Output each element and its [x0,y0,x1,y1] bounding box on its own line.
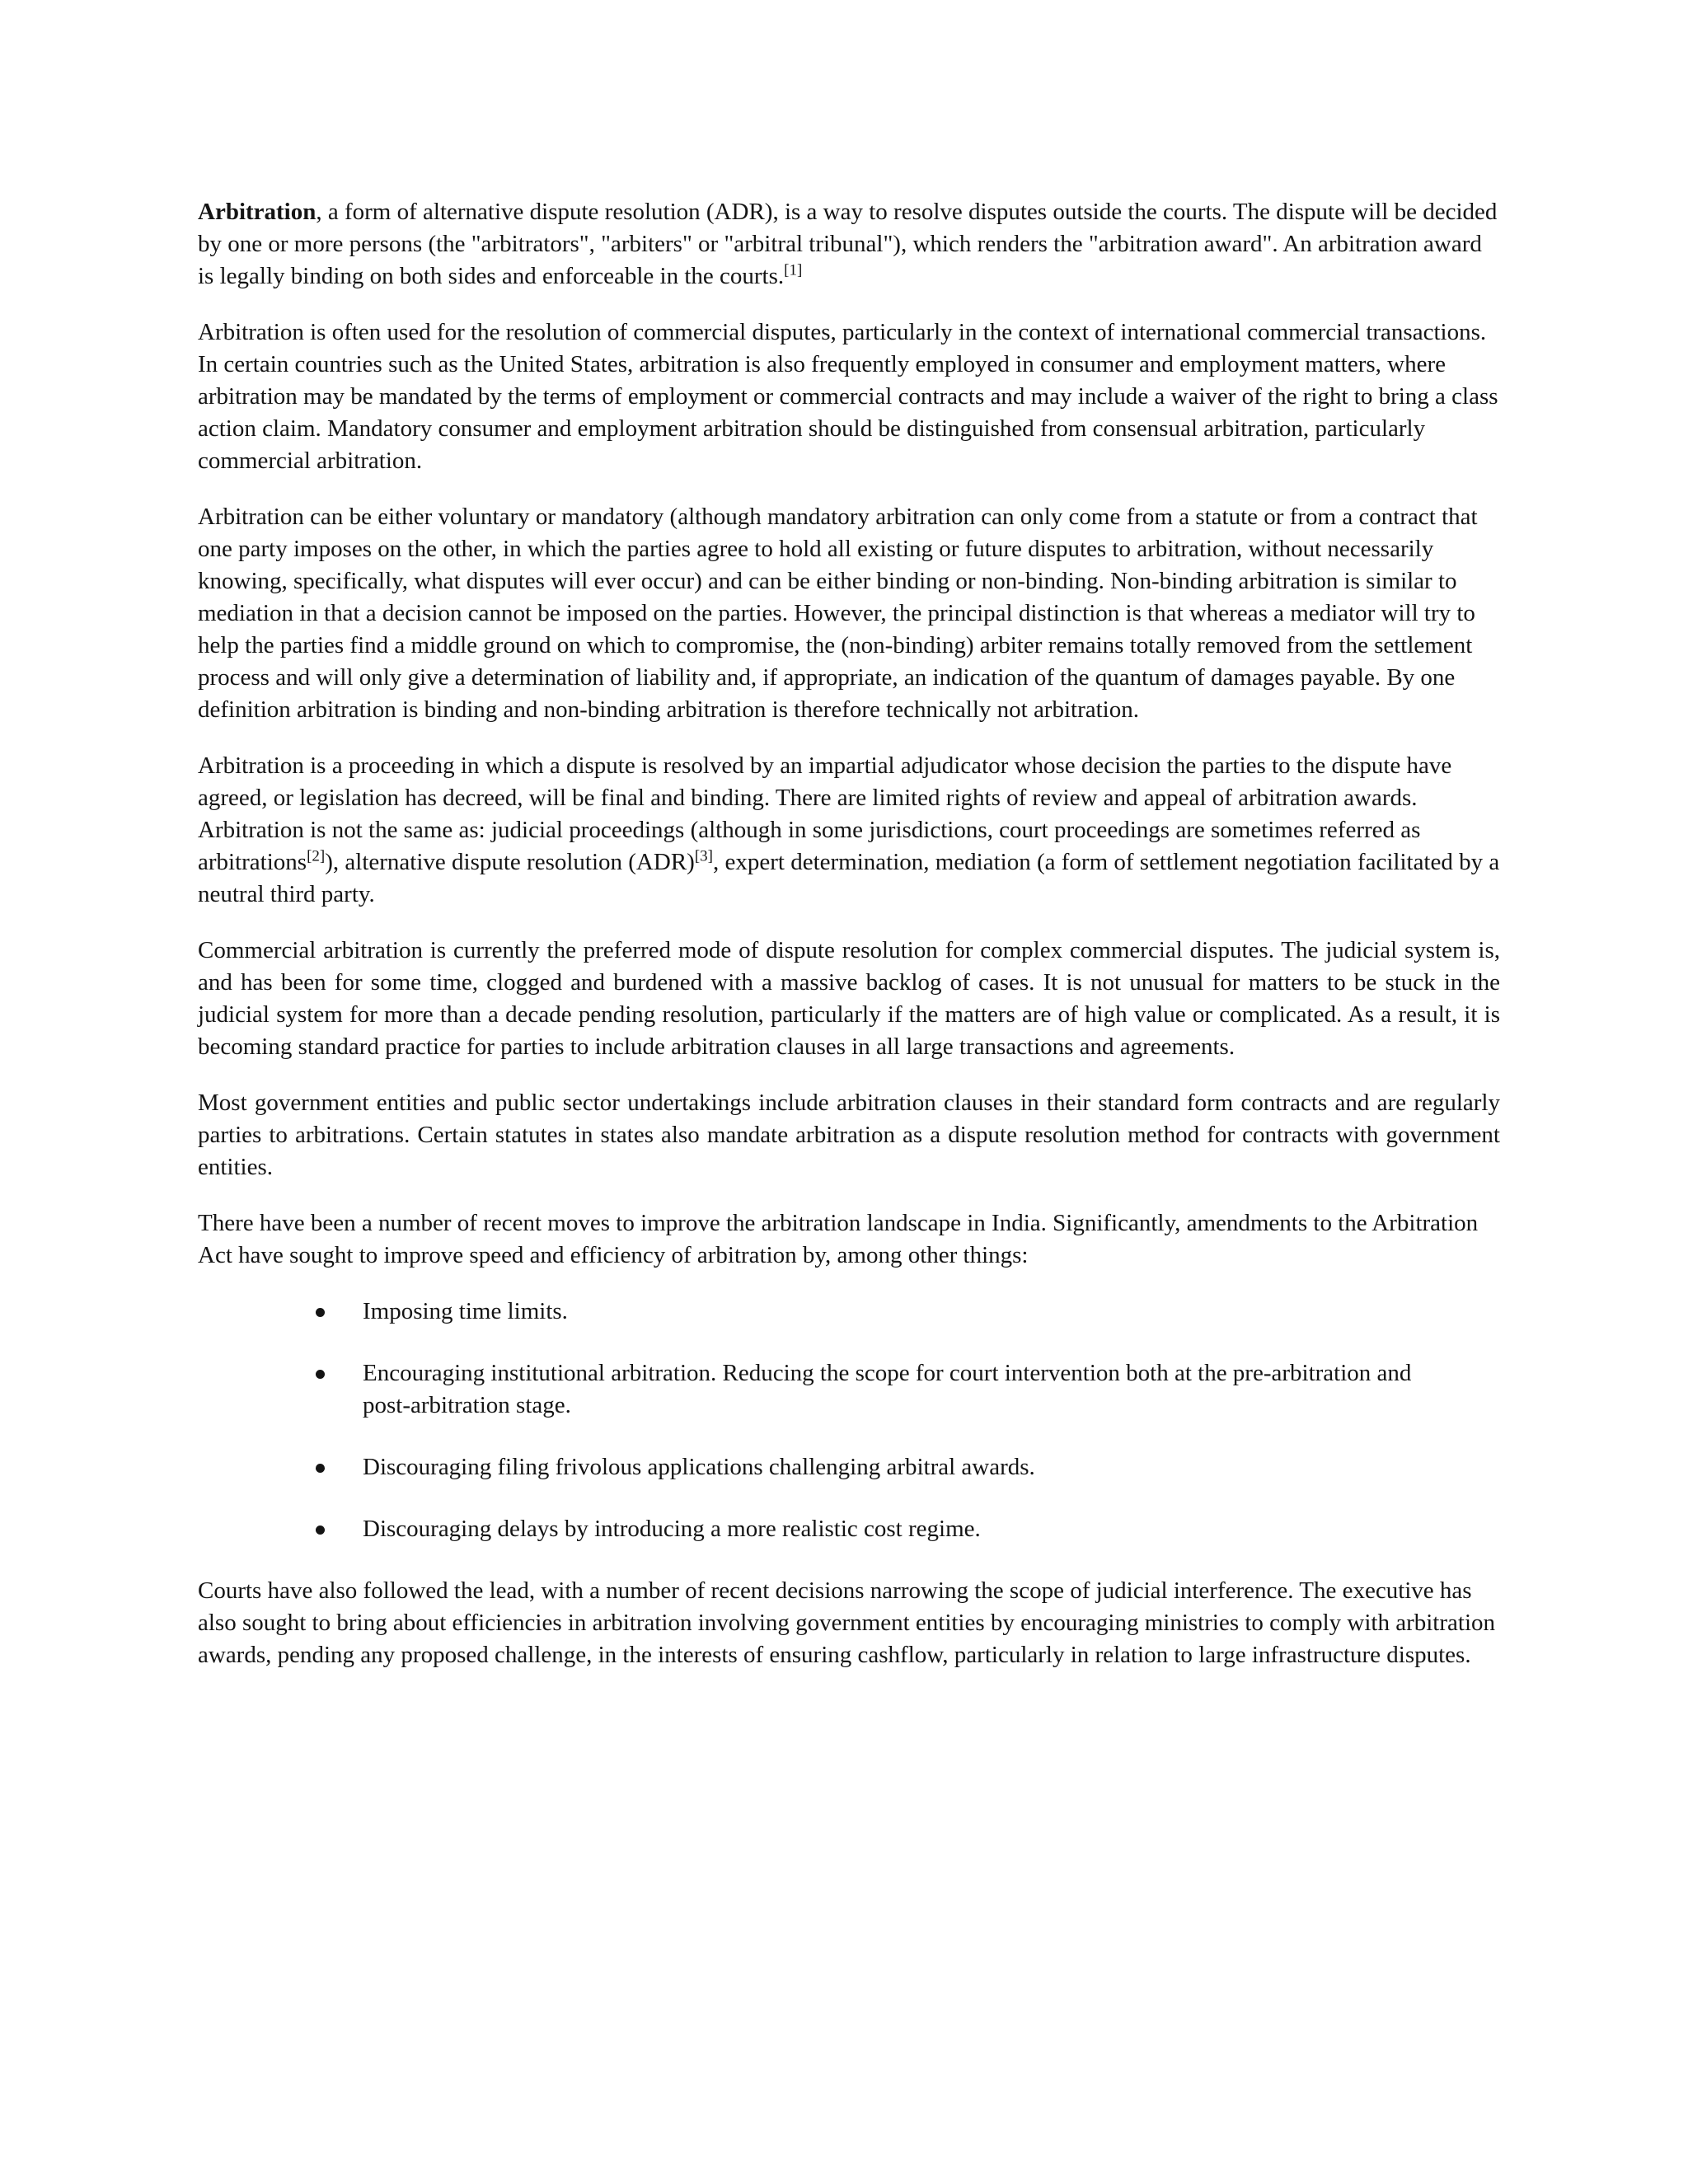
document-page [198,196,1500,1695]
bullet-icon [316,1370,325,1379]
bullet-icon [316,1308,325,1317]
list-item-text: Discouraging filing frivolous applications challenging arbitral awards. [363,1454,1035,1480]
paragraph-recent-moves: There have been a number of recent moves to improve the arbitration landscape in India. Significantly, amendments to the Arbitration Act have sought to improve speed and efficiency of arbitration by, among other things: [198,1210,1479,1268]
bullet-icon [316,1526,325,1535]
paragraph-commercial-use: Arbitration is often used for the resolution of commercial disputes, particularly in the context of international commercial transactions. In certain countries such as the United States, arbitration is also frequently employed in consumer and employment matters, where arbitration may be mandated by the terms of employment or commercial contracts and may include a waiver of the right to bring a class action claim. Mandatory consumer and employment arbitration should be distinguished from consensual arbitration, particularly commercial arbitration. [198,319,1498,474]
reference-2[interactable]: [2] [307,847,326,865]
paragraph-proceeding-text-a: Arbitration is a proceeding in which a dispute is resolved by an impartial adjudicator whose decision the parties to the dispute have agreed, or legislation has decreed, will be final and binding. There are limited rights of review and appeal of arbitration awards. Arbitration is not the same as: judicial proceedings (although in some jurisdictions, court proceedings are sometimes referred as arbitrations [198,752,1452,875]
list-item [198,1513,1500,1545]
list-item-text: Encouraging institutional arbitration. Reducing the scope for court intervention both at the pre-arbitration and post-arbitration stage. [363,1360,1412,1418]
reference-3[interactable]: [3] [694,847,713,865]
paragraph-commercial-arbitration: Commercial arbitration is currently the preferred mode of dispute resolution for complex commercial disputes. The judicial system is, and has been for some time, clogged and burdened with a massive backlog of cases. It is not unusual for matters to be stuck in the judicial system for more than a decade pending resolution, particularly if the matters are of high value or complicated. As a result, it is becoming standard practice for parties to include arbitration clauses in all large transactions and agreements. [198,937,1500,1060]
paragraph-courts-executive: Courts have also followed the lead, with a number of recent decisions narrowing the scope of judicial interference. The executive has also sought to bring about efficiencies in arbitration involving government entities by encouraging ministries to comply with arbitration awards, pending any proposed challenge, in the interests of ensuring cashflow, particularly in relation to large infrastructure disputes. [198,1577,1496,1668]
paragraph-proceeding-text-b: ), alternative dispute resolution (ADR) [325,849,695,875]
lead-term: Arbitration [198,199,316,225]
paragraph-intro-text: , a form of alternative dispute resolution (ADR), is a way to resolve disputes outside the courts. The dispute will be decided by one or more persons (the "arbitrators", "arbiters" or "arbitral tribunal"), which renders the "arbitration award". An arbitration award is legally binding on both sides and enforceable in the courts. [198,199,1498,289]
list-item-text: Discouraging delays by introducing a more realistic cost regime. [363,1516,981,1542]
list-item [198,1296,1500,1328]
paragraph-voluntary-mandatory: Arbitration can be either voluntary or mandatory (although mandatory arbitration can only come from a statute or from a contract that one party imposes on the other, in which the parties agree to hold all existing or future disputes to arbitration, without necessarily knowing, specifically, what disputes will ever occur) and can be either binding or non-binding. Non-binding arbitration is similar to mediation in that a decision cannot be imposed on the parties. However, the principal distinction is that whereas a mediator will try to help the parties find a middle ground on which to compromise, the (non-binding) arbiter remains totally removed from the settlement process and will only give a determination of liability and, if appropriate, an indication of the quantum of damages payable. By one definition arbitration is binding and non-binding arbitration is therefore technically not arbitration. [198,504,1478,723]
bullet-icon [316,1464,325,1473]
list-item-text: Imposing time limits. [363,1298,568,1324]
paragraph-proceeding [198,750,1500,911]
list-item [198,1451,1500,1483]
paragraph-government-entities: Most government entities and public sector undertakings include arbitration clauses in their standard form contracts and are regularly parties to arbitrations. Certain statutes in states also mandate arbitration as a dispute resolution method for contracts with government entities. [198,1090,1500,1180]
reference-1[interactable]: [1] [784,261,803,279]
paragraph-proceeding-text-c: , expert determination, mediation (a form of settlement negotiation facilitated by a neutral third party. [198,849,1500,907]
paragraph-intro [198,196,1500,293]
amendments-list [198,1296,1500,1545]
list-item [198,1357,1500,1422]
